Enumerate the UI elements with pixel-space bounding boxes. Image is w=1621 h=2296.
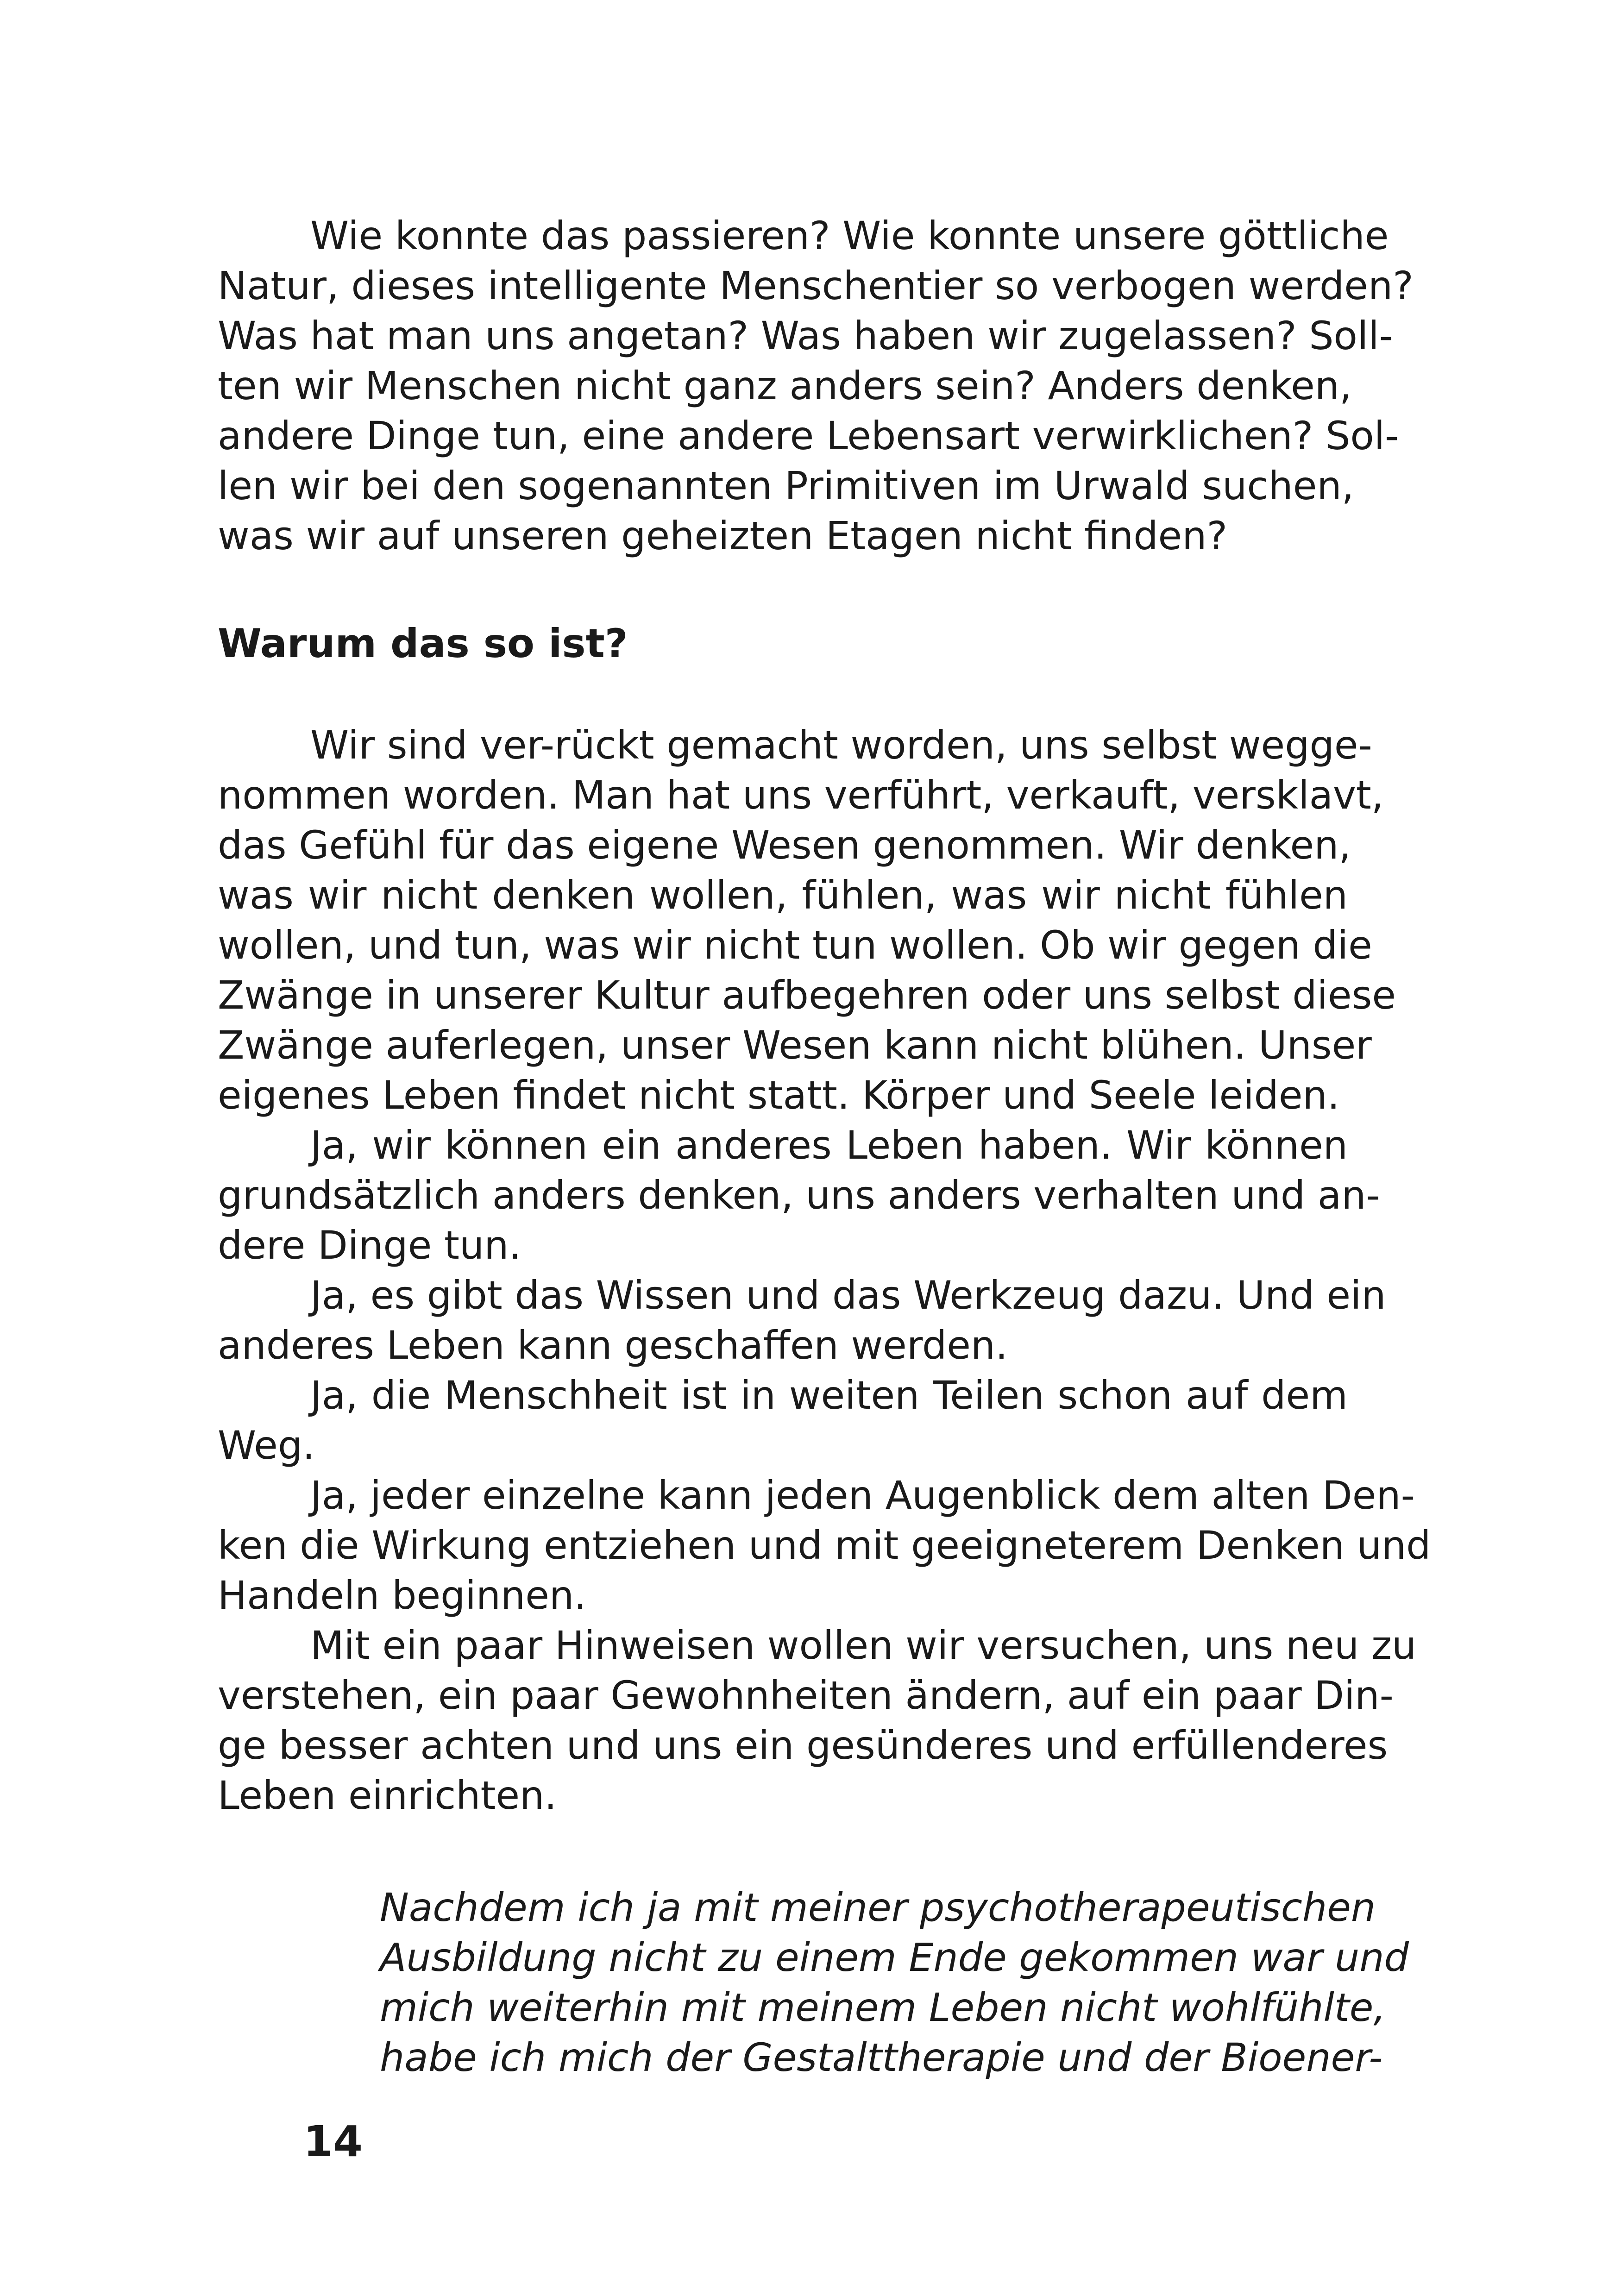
quote-line: Nachdem ich ja mit meiner psychotherapeutischen [380, 1885, 1376, 1930]
text-line: Ja, wir können ein anderes Leben haben. Wir können [310, 1123, 1348, 1168]
text-line: Handeln beginnen. [218, 1573, 586, 1618]
text-line: ge besser achten und uns ein gesünderes und erfüllenderes [218, 1723, 1388, 1768]
text-line: wollen, und tun, was wir nicht tun wollen. Ob wir gegen die [218, 922, 1372, 968]
quote-line: mich weiterhin mit meinem Leben nicht wohlfühlte, [380, 1985, 1386, 2030]
text-line: verstehen, ein paar Gewohnheiten ändern, auf ein paar Din- [218, 1673, 1394, 1718]
quote-line: Ausbildung nicht zu einem Ende gekommen war und [380, 1935, 1409, 1980]
text-line: was wir auf unseren geheizten Etagen nicht finden? [218, 513, 1228, 558]
text-line: Ja, es gibt das Wissen und das Werkzeug dazu. Und ein [310, 1273, 1386, 1318]
text-line: ten wir Menschen nicht ganz anders sein? Anders denken, [218, 363, 1352, 408]
quote-line: habe ich mich der Gestalttherapie und der Bioener- [380, 2035, 1383, 2080]
text-line: eigenes Leben findet nicht statt. Körper und Seele leiden. [218, 1073, 1340, 1118]
text-line: Weg. [218, 1423, 315, 1468]
paragraph-intro [218, 211, 1414, 561]
text-line: Natur, dieses intelligente Menschentier so verbogen werden? [218, 263, 1414, 308]
text-line: Ja, jeder einzelne kann jeden Augenblick dem alten Den- [310, 1473, 1415, 1518]
text-line: len wir bei den sogenannten Primitiven im Urwald suchen, [218, 463, 1354, 508]
text-line: andere Dinge tun, eine andere Lebensart verwirklichen? Sol- [218, 413, 1399, 458]
text-line: Wie konnte das passieren? Wie konnte unsere göttliche [310, 213, 1389, 258]
text-line: Wir sind ver-rückt gemacht worden, uns selbst wegge- [310, 722, 1372, 768]
section-heading: Warum das so ist? [218, 621, 628, 667]
text-line: grundsätzlich anders denken, uns anders verhalten und an- [218, 1173, 1380, 1218]
text-line: Leben einrichten. [218, 1773, 557, 1818]
text-line: was wir nicht denken wollen, fühlen, was wir nicht fühlen [218, 872, 1348, 918]
page-number: 14 [303, 2117, 363, 2166]
text-line: Mit ein paar Hinweisen wollen wir versuchen, uns neu zu [310, 1623, 1417, 1668]
paragraph-body [218, 720, 1431, 1820]
text-line: dere Dinge tun. [218, 1223, 521, 1268]
text-line: Zwänge in unserer Kultur aufbegehren oder uns selbst diese [218, 972, 1396, 1018]
text-line: anderes Leben kann geschaffen werden. [218, 1323, 1008, 1368]
quote-block [380, 1882, 1409, 2083]
text-line: Was hat man uns angetan? Was haben wir zugelassen? Soll- [218, 313, 1393, 358]
text-line: das Gefühl für das eigene Wesen genommen. Wir denken, [218, 822, 1351, 868]
text-line: nommen worden. Man hat uns verführt, verkauft, versklavt, [218, 772, 1384, 818]
text-line: Ja, die Menschheit ist in weiten Teilen schon auf dem [310, 1373, 1348, 1418]
text-line: Zwänge auferlegen, unser Wesen kann nicht blühen. Unser [218, 1023, 1372, 1068]
text-line: ken die Wirkung entziehen und mit geeigneterem Denken und [218, 1523, 1431, 1568]
